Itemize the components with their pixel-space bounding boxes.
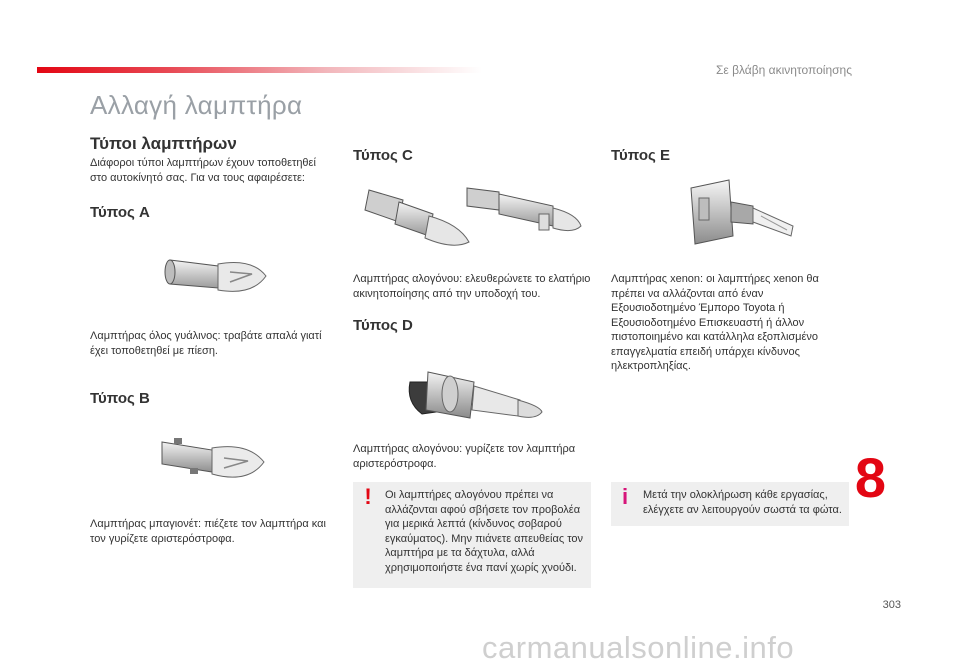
warning-note: [353, 482, 591, 588]
chapter-number: 8: [854, 446, 886, 509]
page-number: 303: [882, 599, 901, 611]
type-b-title: Τύπος B: [90, 390, 150, 407]
warning-note-text: Οι λαμπτήρες αλογόνου πρέπει να αλλάζονται αφού σβήσετε τον προβολέα για μερικά λεπτά (κίνδυνος σοβαρού εγκαύματος). Μην πιάνετε απευθείας τον λαμπτήρα με τα δάχτυλα, αλλά χρησιμοποιήστε ένα πανί χωρίς χνούδι.: [385, 489, 584, 574]
type-c-description: Λαμπτήρας αλογόνου: ελευθερώνετε το ελατήριο ακινητοποίησης από την υποδοχή του.: [353, 273, 591, 300]
page-title: Αλλαγή λαμπτήρα: [90, 90, 303, 120]
bulb-type-a-image: [160, 238, 280, 308]
bulb-type-b-image: [150, 428, 275, 493]
type-d-title: Τύπος D: [353, 317, 413, 334]
info-note: [611, 482, 849, 526]
types-heading: Τύποι λαμπτήρων: [90, 134, 237, 153]
bulb-type-d-image: [400, 352, 550, 437]
type-b-description: Λαμπτήρας μπαγιονέτ: πιέζετε τον λαμπτήρα και τον γυρίζετε αριστερόστροφα.: [90, 518, 326, 545]
type-d-description: Λαμπτήρας αλογόνου: γυρίζετε τον λαμπτήρα αριστερόστροφα.: [353, 443, 576, 470]
watermark: carmanualsonline.info: [482, 630, 795, 665]
info-icon: i: [621, 484, 629, 509]
type-e-description: Λαμπτήρας xenon: οι λαμπτήρες xenon θα πρέπει να αλλάζονται από έναν Εξουσιοδοτημένο Έμπορο Toyota ή Εξουσιοδοτημένο Επισκευαστή ή άλλον πιστοποιημένο και κατάλληλα εξοπλισμένο επαγγελματία επειδή υπάρχει κίνδυνος ηλεκτροπληξίας.: [611, 273, 819, 372]
type-a-description: Λαμπτήρας όλος γυάλινος: τραβάτε απαλά γιατί έχει τοποθετηθεί με πίεση.: [90, 330, 322, 357]
section-title: Σε βλάβη ακινητοποίησης: [715, 63, 852, 77]
bulb-type-c-image: [363, 180, 588, 260]
info-note-text: Μετά την ολοκλήρωση κάθε εργασίας, ελέγχετε αν λειτουργούν σωστά τα φώτα.: [643, 489, 842, 516]
type-c-title: Τύπος C: [353, 147, 413, 164]
type-e-title: Τύπος E: [611, 147, 670, 164]
intro-text: Διάφοροι τύποι λαμπτήρων έχουν τοποθετηθεί στο αυτοκίνητό σας. Για να τους αφαιρέσετε:: [90, 157, 316, 184]
type-a-title: Τύπος A: [90, 204, 150, 221]
header-accent-bar: [37, 67, 482, 73]
warning-icon: !: [364, 484, 372, 509]
bulb-type-e-image: [683, 176, 803, 256]
